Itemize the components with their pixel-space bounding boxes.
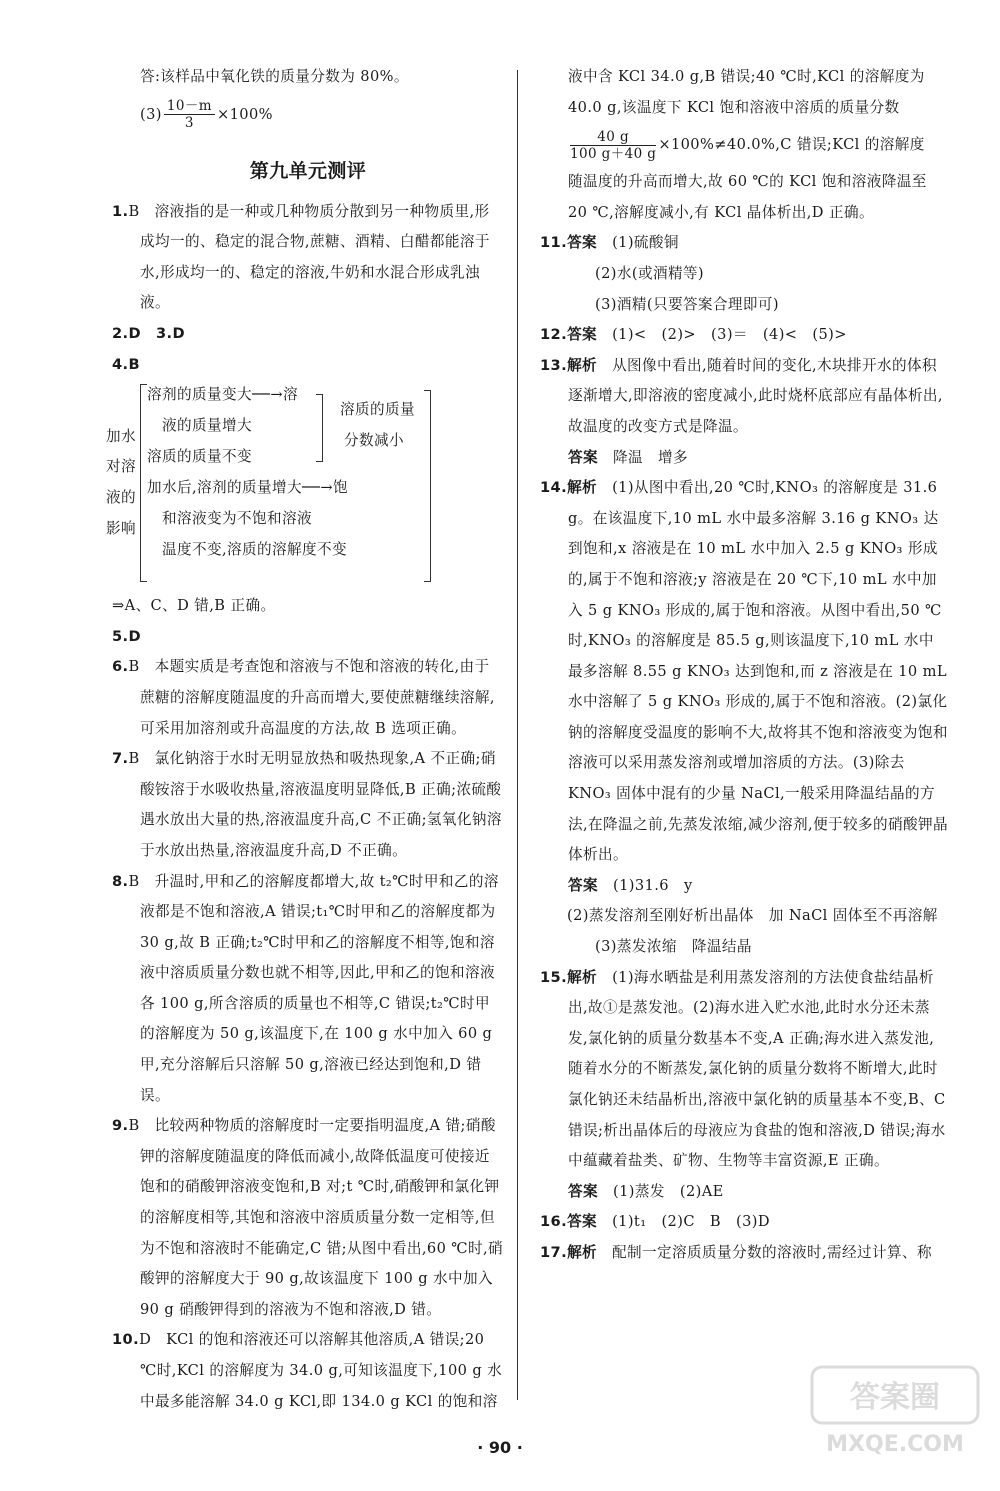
question-17: 17.解析 配制一定溶质质量分数的溶液时,需经过计算、称 [540, 1243, 932, 1261]
question-4: 4.B [112, 355, 141, 373]
question-4-conclusion: ⇒A、C、D 错,B 正确。 [112, 597, 276, 615]
question-14: 14.解析 (1)从图中看出,20 ℃时,KNO₃ 的溶解度是 31.6 g。在该温度下,10 mL 水中最多溶解 3.16 g KNO₃ 达到饱和,x 溶液是在 10 mL 水中加入 2.5 g KNO₃ 形成的,属于不饱和溶液;y 溶液是在 20 ℃下,10 mL 水中加入 5 g KNO₃ 形成的,属于饱和溶液。从图中看出,50 ℃时,KNO₃ 的溶解度是 85.5 g,则该温度下,10 mL 水中最多溶解 8.55 g KNO₃ 达到饱和,而 z 溶液是在 10 mL 水中溶解了 5 g KNO₃ 形成的,属于不饱和溶液。(2)氯化钠的溶解度受温度的影响不大,故将其不饱和溶液变为饱和溶液可以采用蒸发溶剂或增加溶质的方法。(3)除去 KNO₃ 固体中混有的少量 NaCl,一般采用降温结晶的方法,在降温之前,先蒸发浓缩,减少溶剂,便于较多的硝酸钾晶体析出。 [540, 479, 949, 864]
formula-line: (3) $\frac{10-m}{3}$ ×100% [140, 98, 273, 132]
svg-text:MXQE.COM: MXQE.COM [826, 1432, 964, 1457]
svg-text:答案圈: 答案圈 [850, 1380, 940, 1415]
solution-diagram: 加水 对溶 液的 影响 溶剂的质量变大──→溶 液的质量增大 溶质的质量不变 溶质的质量 分数减小 加水后,溶剂的质量增大──→饱 和溶液变为不饱和溶液 温度不变,溶质的溶解度不变 [112, 380, 504, 591]
question-10-fraction: $\frac{40 g}{100 g+40 g}$ ×100%≠40.0%,C 错误;KCl 的溶解度 [570, 128, 925, 162]
question-2-3: 2.D 3.D [112, 324, 186, 342]
question-15: 15.解析 (1)海水晒盐是利用蒸发溶剂的方法使食盐结晶析出,故①是蒸发池。(2)海水进入贮水池,此时水分还未蒸发,氯化钠的质量分数基本不变,A 正确;海水进入蒸发池,随着水分的不断蒸发,氯化钠的质量分数将不断增大,此时氯化钠还未结晶析出,溶液中氯化钠的质量基本不变,B、C 错误;析出晶体后的母液应为食盐的饱和溶液,D 错误;海水中蕴藏着盐类、矿物、生物等丰富资源,E 正确。 [540, 968, 946, 1170]
answer-line: 答:该样品中氧化铁的质量分数为 80%。 [140, 68, 409, 85]
right-column [540, 62, 948, 1269]
question-8: 8.B 升温时,甲和乙的溶解度都增大,故 t₂℃时甲和乙的溶液都是不饱和溶液,A 错误;t₁℃时甲和乙的溶解度都为 30 g,故 B 正确;t₂℃时甲和乙的溶解度不相等,饱和溶液中溶质质量分数也就不相等,因此,甲和乙的饱和溶液各 100 g,所含溶质的质量也不相等,C 错误;t₂℃时甲的溶解度为 50 g,该温度下,在 100 g 水中加入 60 g 甲,充分溶解后只溶解 50 g,溶液已经达到饱和,D 错误。 [112, 872, 499, 1104]
question-16: 16.答案 (1)t₁ (2)C B (3)D [540, 1213, 770, 1231]
question-14-a3: (3)蒸发浓缩 降温结晶 [595, 938, 752, 956]
outer-brace [140, 384, 147, 582]
question-10: 10.D KCl 的饱和溶液还可以溶解其他溶质,A 错误;20 ℃时,KCl 的溶解度为 34.0 g,可知该温度下,100 g 水中最多能溶解 34.0 g KCl,即 134.0 g KCl 的饱和溶 [112, 1331, 503, 1410]
question-13-answer: 答案 降温 增多 [568, 448, 688, 466]
question-7: 7.B 氯化钠溶于水时无明显放热和吸热现象,A 不正确;硝酸铵溶于水吸收热量,溶液温度明显降低,B 正确;浓硫酸遇水放出大量的热,溶液温度升高,C 不正确;氢氧化钠溶于水放出热量,溶液温度升高,D 不正确。 [112, 750, 502, 859]
question-15-answer: 答案 (1)蒸发 (2)AE [568, 1182, 724, 1200]
question-11: 11.答案 (1)硫酸铜 [540, 234, 679, 252]
question-10-continued: 液中含 KCl 34.0 g,B 错误;40 ℃时,KCl 的溶解度为 40.0 g,该温度下 KCl 饱和溶液中溶质的质量分数 [568, 68, 925, 116]
question-14-a2: (2)蒸发溶剂至刚好析出晶体 加 NaCl 固体至不再溶解 [567, 907, 938, 925]
page-number: · 90 · [477, 1438, 523, 1457]
left-column [106, 62, 504, 1417]
right-brace [424, 390, 431, 582]
question-6: 6.B 本题实质是考查饱和溶液与不饱和溶液的转化,由于蔗糖的溶解度随温度的升高而增大,要使蔗糖继续溶解,可采用加溶剂或升高温度的方法,故 B 选项正确。 [112, 658, 495, 737]
question-11-a3: (3)酒精(只要答案合理即可) [595, 295, 779, 313]
question-13: 13.解析 从图像中看出,随着时间的变化,木块排开水的体积逐渐增大,即溶液的密度减小,此时烧杯底部应有晶体析出,故温度的改变方式是降温。 [540, 356, 943, 435]
top-brace [316, 394, 323, 462]
watermark-logo [810, 1361, 980, 1461]
question-9: 9.B 比较两种物质的溶解度时一定要指明温度,A 错;硝酸钾的溶解度随温度的降低而减小,故降低温度可使接近饱和的硝酸钾溶液变饱和,B 对;t ℃时,硝酸钾和氯化钾的溶解度相等,其饱和溶液中溶质质量分数一定相等,但为不饱和溶液时不能确定,C 错;从图中看出,60 ℃时,硝酸钾的溶解度大于 90 g,故该温度下 100 g 水中加入 90 g 硝酸钾得到的溶液为不饱和溶液,D 错。 [112, 1117, 504, 1318]
question-5: 5.D [112, 627, 142, 645]
column-divider [517, 70, 518, 1400]
section-title: 第九单元测评 [249, 159, 367, 182]
question-11-a2: (2)水(或酒精等) [595, 264, 705, 282]
question-12: 12.答案 (1)< (2)> (3)＝ (4)< (5)> [540, 326, 847, 344]
question-14-answer: 答案 (1)31.6 y [568, 876, 693, 894]
fraction: $\frac{10-m}{3}$ [164, 98, 215, 131]
question-10-end: 随温度的升高而增大,故 60 ℃的 KCl 饱和溶液降温至 20 ℃,溶解度减小,有 KCl 晶体析出,D 正确。 [568, 173, 927, 221]
question-1: 1.B 溶液指的是一种或几种物质分散到另一种物质里,形成均一的、稳定的混合物,蔗糖、酒精、白醋都能溶于水,形成均一的、稳定的溶液,牛奶和水混合形成乳浊液。 [112, 202, 490, 312]
